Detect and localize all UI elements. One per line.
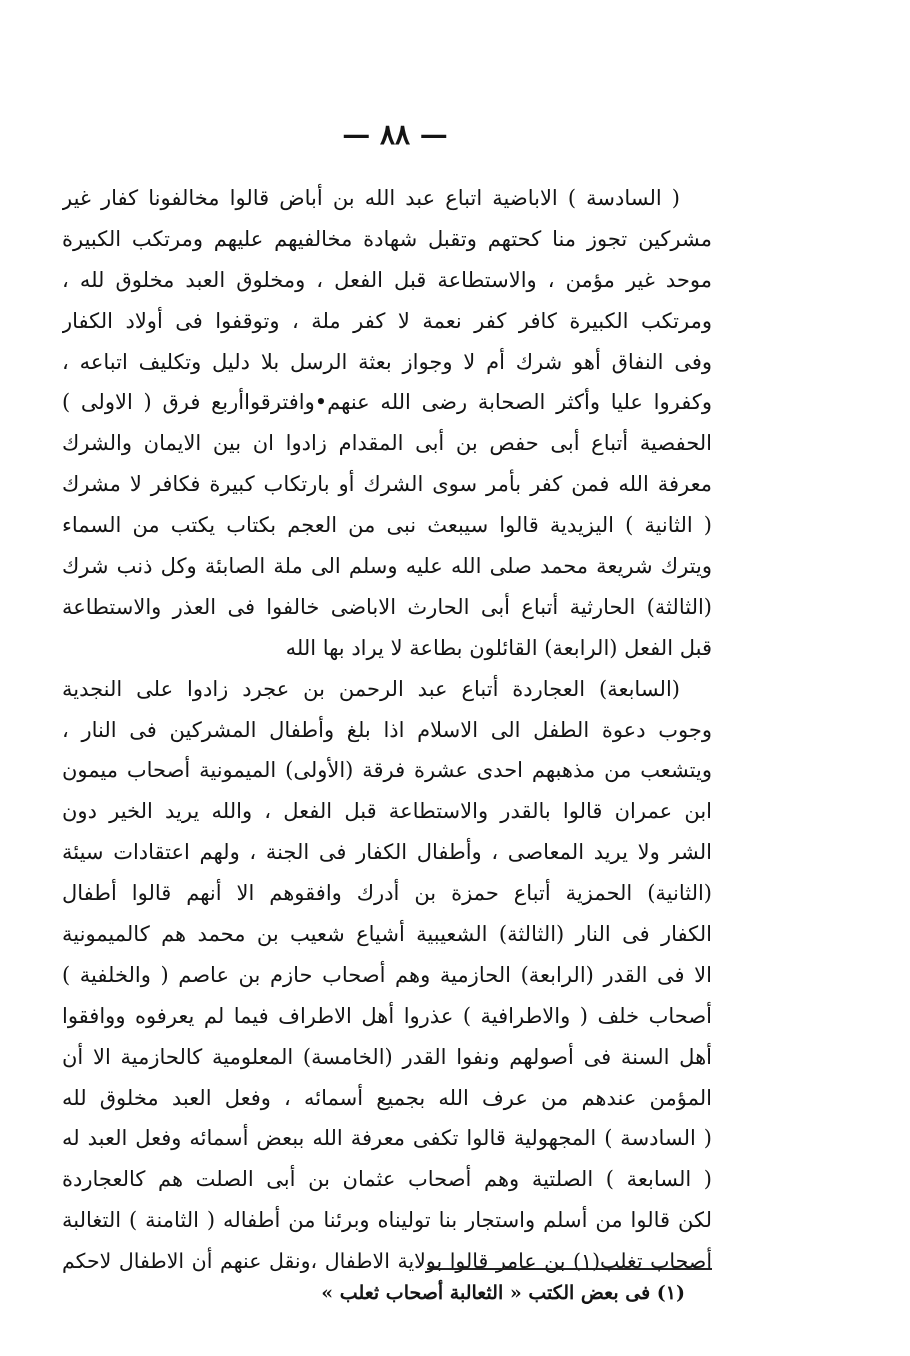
text-line: ( السادسة ) الاباضية اتباع عبد الله بن أباض قالوا مخالفونا كفار غير [62, 186, 680, 210]
text-line: ( السابعة ) الصلتية وهم أصحاب عثمان بن أبى الصلت هم كالعجاردة [62, 1167, 712, 1192]
text-line: (السابعة) العجاردة أتباع عبد الرحمن بن عجرد زادوا على النجدية [62, 676, 680, 701]
text-line: موحد غير مؤمن ، والاستطاعة قبل الفعل ، ومخلوق العبد مخلوق لله ، [62, 267, 712, 292]
text-line: ويترك شريعة محمد صلى الله عليه وسلم الى ملة الصابئة وكل ذنب شرك [62, 554, 712, 579]
text-line: مشركين تجوز منا كحتهم وتقبل شهادة مخالفيهم عليهم ومرتكب الكبيرة [62, 226, 712, 251]
text-line: ابن عمران قالوا بالقدر والاستطاعة قبل الفعل ، والله يريد الخير دون [62, 799, 712, 824]
text-line: (الثانية) الحمزية أتباع حمزة بن أدرك وافقوهم الا أنهم قالوا أطفال [62, 881, 712, 906]
text-line: أهل السنة فى أصولهم ونفوا القدر (الخامسة) المعلومية كالحازمية الا أن [62, 1044, 712, 1069]
body-text [62, 178, 712, 1282]
text-line: لكن قالوا من أسلم واستجار بنا توليناه وبرئنا من أطفاله ( الثامنة ) التغالبة [62, 1208, 712, 1233]
text-line: أصحاب تغلب(١) بن عامر قالوا بولاية الاطفال ،ونقل عنهم أن الاطفال لاحكم [62, 1249, 712, 1274]
text-line: (الثالثة) الحارثية أتباع أبى الحارث الاباضى خالفوا فى العذر والاستطاعة [62, 594, 712, 619]
text-line: قبل الفعل (الرابعة) القائلون بطاعة لا يراد بها الله [285, 635, 712, 660]
text-line: ويتشعب من مذهبهم احدى عشرة فرقة (الأولى) الميمونية أصحاب ميمون [62, 758, 712, 783]
text-line: أصحاب خلف ( والاطرافية ) عذروا أهل الاطراف فيما لم يعرفوه ووافقوا [62, 1003, 712, 1028]
text-line: الكفار فى النار (الثالثة) الشعيبية أشياع شعيب بن محمد هم كالميمونية [62, 922, 712, 947]
text-line: ومرتكب الكبيرة كافر كفر نعمة لا كفر ملة ، وتوقفوا فى أولاد الكفار [62, 308, 712, 333]
text-line: ( السادسة ) المجهولية قالوا تكفى معرفة الله ببعض أسمائه وفعل العبد له [62, 1126, 712, 1151]
text-line: الشر ولا يريد المعاصى ، وأطفال الكفار فى الجنة ، ولهم اعتقادات سيئة [62, 840, 712, 865]
text-line: المؤمن عندهم من عرف الله بجميع أسمائه ، وفعل العبد مخلوق لله [62, 1085, 712, 1110]
text-line: الا فى القدر (الرابعة) الحازمية وهم أصحاب حازم بن عاصم ( والخلفية ) [62, 962, 712, 987]
text-line: وفى النفاق أهو شرك أم لا وجواز بعثة الرسل بلا دليل وتكليف اتباعه ، [62, 349, 712, 374]
text-line: ( الثانية ) اليزيدية قالوا سيبعث نبى من العجم بكتاب يكتب من السماء [62, 513, 712, 538]
text-line: وجوب دعوة الطفل الى الاسلام اذا بلغ وأطفال المشركين فى النار ، [62, 717, 712, 742]
footnote: (١) فى بعض الكتب « الثعالبة أصحاب ثعلب » [321, 1282, 685, 1304]
footnote-divider [427, 1268, 712, 1270]
text-line: الحفصية أتباع أبى حفص بن أبى المقدام زادوا ان بين الايمان والشرك [62, 431, 712, 456]
text-line: وكفروا عليا وأكثر الصحابة رضى الله عنهم•وافترقواأربع فرق ( الاولى ) [62, 390, 712, 415]
text-line: معرفة الله فمن كفر بأمر سوى الشرك أو بارتكاب كبيرة فكافر لا مشرك [62, 472, 712, 497]
page-number: — ٨٨ — [342, 118, 448, 151]
